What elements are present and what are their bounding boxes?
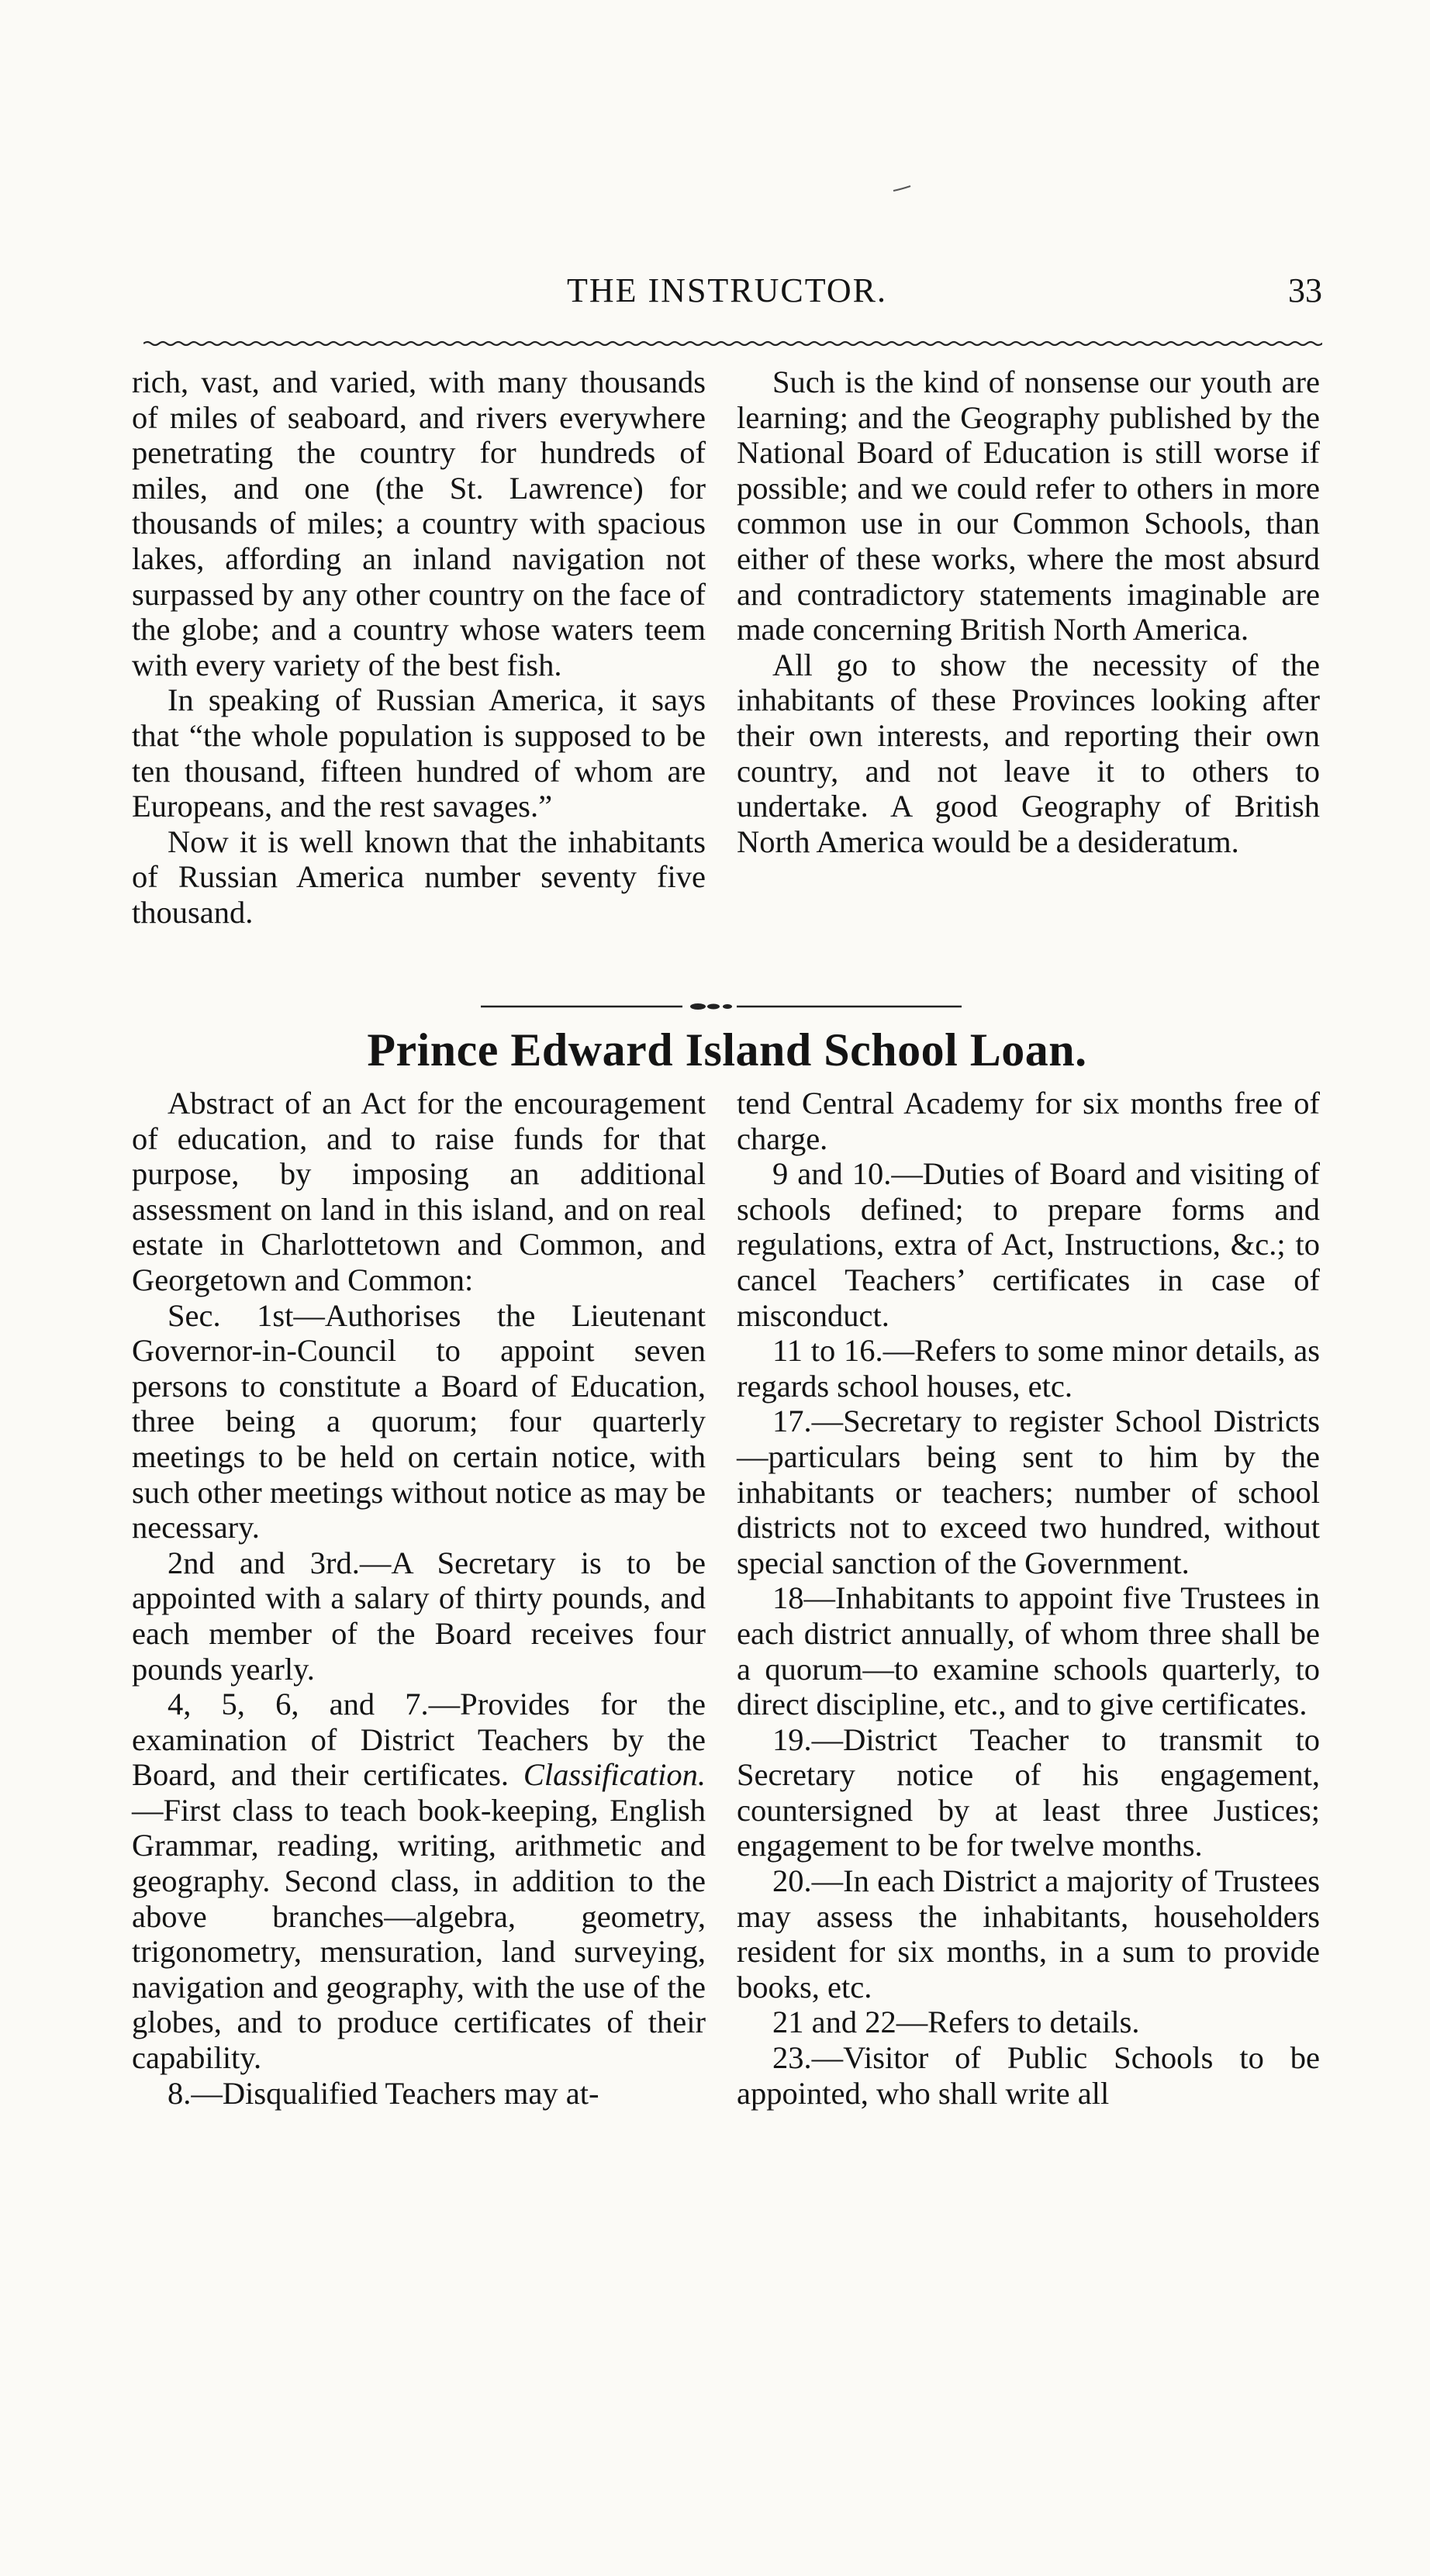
paragraph: 19.—District Teacher to transmit to Secretary notice of his engagement, countersigned by at least three Justices; engagement to be for twelve months. xyxy=(737,1721,1320,1863)
italic-heading: Classification. xyxy=(523,1757,706,1793)
paragraph: 17.—Secretary to register School Districts—particulars being sent to him by the inhabitants or teachers; number of school districts not to exceed two hundred, without special sanction of the Government. xyxy=(737,1404,1320,1580)
paragraph: Now it is well known that the inhabitants of Russian America number seventy five thousand. xyxy=(132,824,706,930)
paragraph: Such is the kind of nonsense our youth are learning; and the Geography published by the National Board of Education is still worse if possible; and we could refer to others in more common use in our Common Schools, than either of these works, where the most absurd and contradictory statements imaginable are made concerning British North America. xyxy=(737,364,1320,647)
paragraph: 11 to 16.—Refers to some minor details, as regards school houses, etc. xyxy=(737,1333,1320,1404)
paragraph: rich, vast, and varied, with many thousands of miles of seaboard, and rivers everywhere penetrating the country for hundreds of miles, and one (the St. Lawrence) for thousands of miles; a country with spacious lakes, affording an inland navigation not surpassed by any other country on the face of the globe; and a country whose waters teem with every variety of the best fish. xyxy=(132,364,706,682)
paragraph: In speaking of Russian America, it says that “the whole population is supposed to be ten thousand, fifteen hundred of whom are Europeans, and the rest savages.” xyxy=(132,682,706,824)
paragraph-text: 4, 5, 6, and 7.—Provides for the examination of District Teachers by the Board, and their certificates. xyxy=(132,1687,706,1793)
bottom-right-column xyxy=(737,1086,1320,2111)
top-right-column xyxy=(737,364,1320,859)
section-title: Prince Edward Island School Loan. xyxy=(367,1024,1087,1076)
paragraph: 8.—Disqualified Teachers may at- xyxy=(168,2075,599,2111)
paragraph: 18—Inhabitants to appoint five Trustees in each district annually, of whom three shall be a quorum—to examine schools quarterly, to direct discipline, etc., and to give certificates. xyxy=(737,1580,1320,1722)
paragraph: tend Central Academy for six months free of charge. xyxy=(737,1086,1320,1156)
paragraph: All go to show the necessity of the inhabitants of these Provinces looking after their own interests, and reporting their own country, and not leave it to others to undertake. A good Geography of British North America would be a desideratum. xyxy=(737,647,1320,859)
section-divider xyxy=(481,1002,962,1011)
ink-speck xyxy=(892,185,912,192)
paragraph xyxy=(132,1687,706,2076)
page-header xyxy=(132,268,1322,314)
paragraph: 9 and 10.—Duties of Board and visiting of schools defined; to prepare forms and regulations, extra of Act, Instructions, &c.; to cancel Teachers’ certificates in case of misconduct. xyxy=(737,1156,1320,1333)
bottom-left-column xyxy=(132,1086,706,2111)
paragraph: Abstract of an Act for the encouragement of education, and to raise funds for that purpose, by imposing an additional assessment on land in this island, and on real estate in Charlottetown and Common, and Georgetown and Common: xyxy=(132,1086,706,1297)
paragraph: 21 and 22—Refers to details. xyxy=(772,2005,1140,2040)
paragraph-text: —First class to teach book-keeping, English Grammar, reading, writing, arithmetic and geography. Second class, in addition to the above branches—algebra, geometry, trigonometry, mensuration, land surveying, navigation and geography, with the use of the globes, and to produce certificates of their capability. xyxy=(132,1792,706,2076)
paragraph: 23.—Visitor of Public Schools to be appointed, who shall write all xyxy=(737,2040,1320,2111)
paragraph: Sec. 1st—Authorises the Lieutenant Governor-in-Council to appoint seven persons to constitute a Board of Education, three being a quorum; four quarterly meetings to be held on certain notice, with such other meetings without notice as may be necessary. xyxy=(132,1297,706,1545)
header-rule xyxy=(143,338,1322,349)
running-title: THE INSTRUCTOR. xyxy=(567,271,887,309)
page-number: 33 xyxy=(1288,271,1322,309)
paragraph: 2nd and 3rd.—A Secretary is to be appointed with a salary of thirty pounds, and each member of the Board receives four pounds yearly. xyxy=(132,1545,706,1687)
paragraph: 20.—In each District a majority of Trustees may assess the inhabitants, householders resident for six months, in a sum to provide books, etc. xyxy=(737,1863,1320,2005)
top-left-column xyxy=(132,364,706,931)
